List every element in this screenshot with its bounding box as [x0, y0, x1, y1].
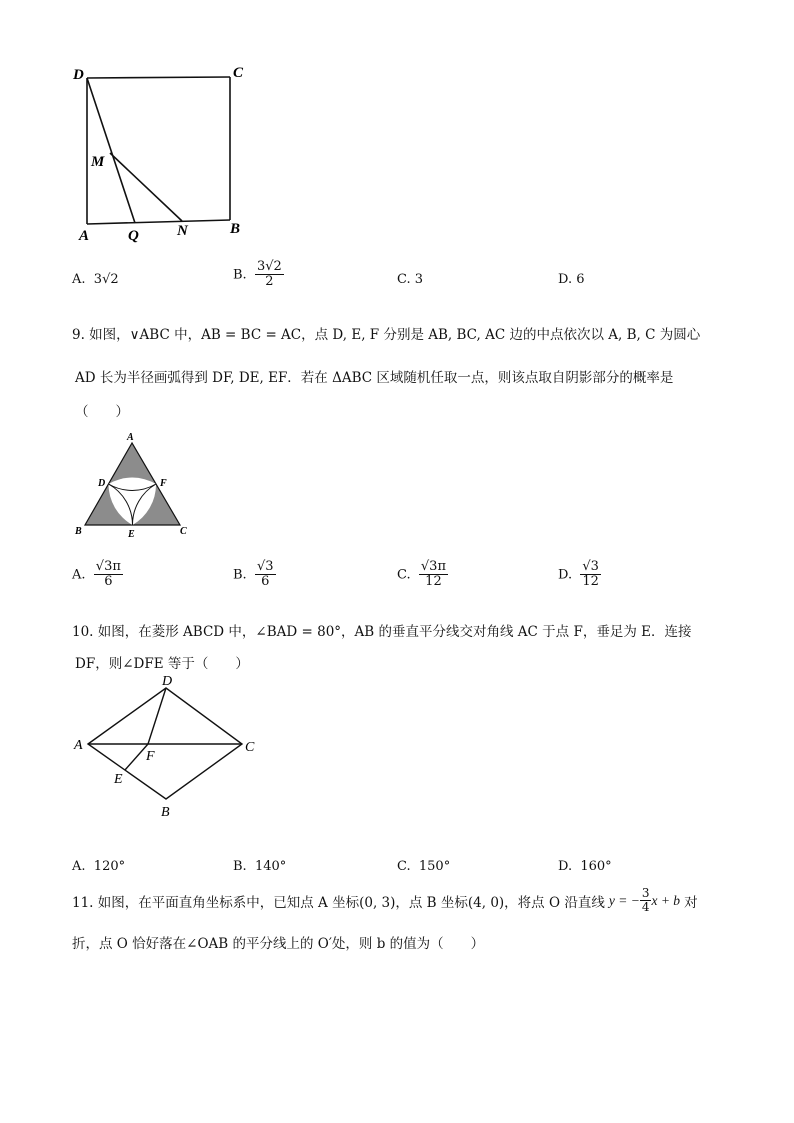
rh-label-B: B: [161, 805, 170, 820]
label-C: C: [233, 65, 244, 81]
q11-stem-line-1: 11. 如图，在平面直角坐标系中，已知点 A 坐标(0, 3)，点 B 坐标(4, 0)，将点 O 沿直线 y = − $\frac{3}{4}$ x + b 对: [72, 886, 698, 915]
q10-option-d[interactable]: D. 160°: [558, 859, 612, 874]
rh-label-A: A: [74, 738, 83, 753]
label-A: A: [79, 228, 90, 244]
rh-label-F: F: [146, 749, 155, 764]
rh-label-D: D: [162, 674, 173, 689]
q9-stem-line-2: AD 长为半径画弧得到 DF, DE, EF．若在 ΔABC 区域随机任取一点，则该点取自阴影部分的概率是: [75, 370, 674, 386]
label-D: D: [73, 67, 84, 83]
q11-stem-line-2: 折，点 O 恰好落在∠OAB 的平分线上的 O′处，则 b 的值为（ ）: [72, 936, 485, 952]
q10-option-b[interactable]: B. 140°: [233, 859, 287, 874]
label-M: M: [91, 154, 105, 170]
figure-square-abcd: [70, 60, 260, 250]
q9-option-d[interactable]: D. $\frac{√3}{12}$: [558, 559, 599, 590]
rh-label-C: C: [245, 740, 255, 755]
q8-option-d[interactable]: D. 6: [558, 272, 585, 287]
q10-stem-line-1: 10. 如图，在菱形 ABCD 中，∠BAD = 80°，AB 的垂直平分线交对角线 AC 于点 F，垂足为 E．连接: [72, 624, 692, 640]
figure-triangle-arcs: [70, 428, 200, 543]
q8-option-c[interactable]: C. 3: [397, 272, 424, 287]
figure-rhombus-abcd: [70, 672, 270, 822]
q9-option-b[interactable]: B. $\frac{√3}{6}$: [233, 559, 274, 590]
q9-option-a[interactable]: A. $\frac{√3\pi}{6}$: [72, 559, 121, 590]
tri-label-B: B: [75, 526, 82, 537]
q10-stem-line-2: DF，则∠DFE 等于（ ）: [75, 656, 249, 672]
q8-option-a[interactable]: A. 3√2: [72, 272, 119, 287]
tri-label-E: E: [128, 529, 135, 540]
tri-label-A: A: [127, 432, 134, 443]
q8-option-a-value: 3√2: [93, 272, 119, 287]
tri-label-C: C: [180, 526, 187, 537]
q8-option-b-fraction: $\frac{3√2}{2}$: [256, 259, 282, 290]
label-N: N: [177, 223, 188, 239]
q10-option-a[interactable]: A. 120°: [72, 859, 126, 874]
label-Q: Q: [128, 228, 139, 244]
q10-option-c[interactable]: C. 150°: [397, 859, 451, 874]
label-B: B: [230, 221, 241, 237]
q9-option-c[interactable]: C. $\frac{√3\pi}{12}$: [397, 559, 446, 590]
q8-option-b[interactable]: B. $\frac{3√2}{2}$: [233, 259, 282, 290]
tri-label-D: D: [98, 478, 106, 489]
rh-label-E: E: [114, 772, 123, 787]
q9-stem-line-3: （ ）: [75, 404, 129, 420]
tri-label-F: F: [160, 478, 167, 489]
q9-stem-line-1: 9. 如图，∨ABC 中，AB = BC = AC，点 D, E, F 分别是 AB, BC, AC 边的中点依次以 A, B, C 为圆心: [72, 327, 701, 343]
